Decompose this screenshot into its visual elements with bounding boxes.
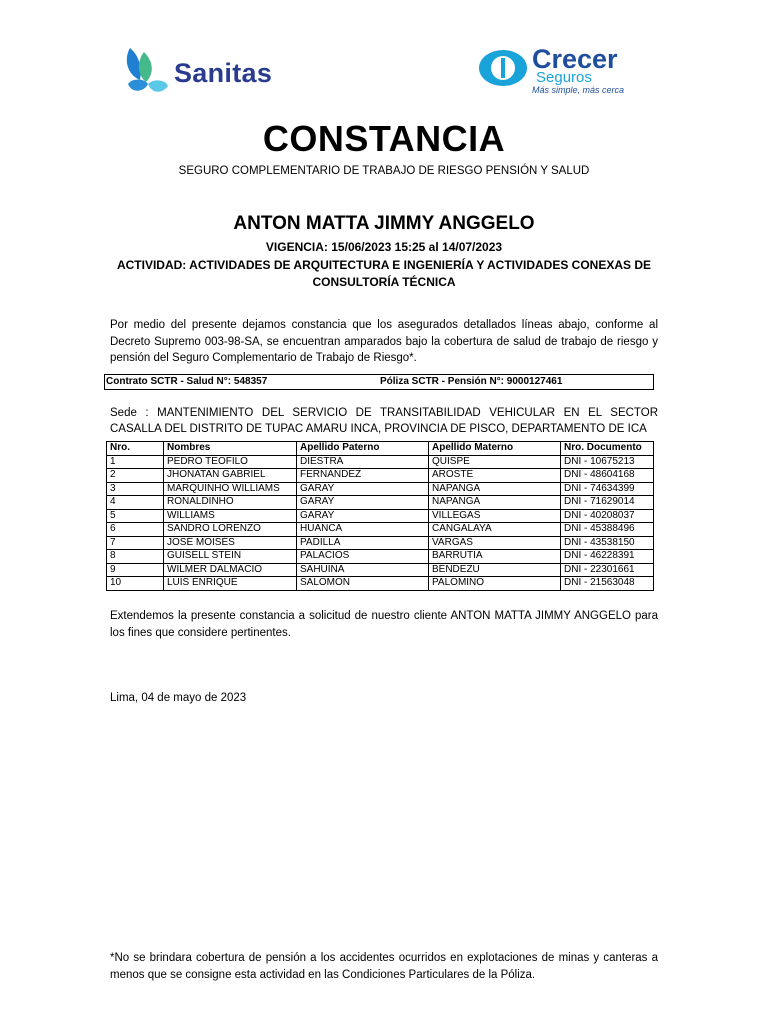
header-nro: Nro. bbox=[107, 442, 164, 456]
place-date: Lima, 04 de mayo de 2023 bbox=[110, 692, 247, 704]
table-row bbox=[107, 536, 654, 550]
table-row bbox=[107, 523, 654, 537]
cell-apellido-paterno: GARAY bbox=[297, 509, 429, 523]
cell-apellido-materno: VILLEGAS bbox=[429, 509, 561, 523]
sede-paragraph: Sede : MANTENIMIENTO DEL SERVICIO DE TRANSITABILIDAD VEHICULAR EN EL SECTOR CASALLA DEL DISTRITO DE TUPAC AMARU INCA, PROVINCIA DE PISCO, DEPARTAMENTO DE ICA bbox=[110, 407, 658, 435]
cell-nombres: WILMER DALMACIO bbox=[164, 563, 297, 577]
cell-apellido-materno: BENDEZU bbox=[429, 563, 561, 577]
table-row bbox=[107, 496, 654, 510]
cell-nombres: GUISELL STEIN bbox=[164, 550, 297, 564]
crecer-slogan: Más simple, más cerca bbox=[532, 85, 625, 95]
cell-nombres: SANDRO LORENZO bbox=[164, 523, 297, 537]
cell-nro-documento: DNI - 10675213 bbox=[561, 455, 654, 469]
table-header-row bbox=[107, 442, 654, 456]
table-row bbox=[107, 550, 654, 564]
cell-nro: 7 bbox=[107, 536, 164, 550]
cell-nro: 8 bbox=[107, 550, 164, 564]
cell-nro-documento: DNI - 74634399 bbox=[561, 482, 654, 496]
cell-apellido-paterno: GARAY bbox=[297, 496, 429, 510]
contracts-box bbox=[104, 374, 654, 390]
cell-nombres: PEDRO TEOFILO bbox=[164, 455, 297, 469]
sanitas-brand-text: Sanitas bbox=[174, 58, 273, 88]
cell-nro: 2 bbox=[107, 469, 164, 483]
crecer-brand-text: Crecer bbox=[532, 44, 618, 74]
cell-nombres: LUIS ENRIQUE bbox=[164, 577, 297, 591]
closing-paragraph: Extendemos la presente constancia a solicitud de nuestro cliente ANTON MATTA JIMMY ANGGELO para los fines que considere pertinentes. bbox=[110, 610, 658, 639]
contract-pension: Póliza SCTR - Pensión N°: 9000127461 bbox=[380, 376, 563, 387]
cell-apellido-materno: NAPANGA bbox=[429, 482, 561, 496]
cell-nro-documento: DNI - 48604168 bbox=[561, 469, 654, 483]
cell-nro: 9 bbox=[107, 563, 164, 577]
cell-nro: 6 bbox=[107, 523, 164, 537]
cell-nombres: RONALDINHO bbox=[164, 496, 297, 510]
sanitas-logo bbox=[122, 44, 292, 100]
cell-nro-documento: DNI - 22301661 bbox=[561, 563, 654, 577]
header-nro-documento: Nro. Documento bbox=[561, 442, 654, 456]
workers-table bbox=[106, 441, 654, 591]
crecer-circle-icon bbox=[478, 48, 528, 88]
cell-nro: 3 bbox=[107, 482, 164, 496]
cell-apellido-paterno: PALACIOS bbox=[297, 550, 429, 564]
cell-apellido-materno: AROSTE bbox=[429, 469, 561, 483]
footnote: *No se brindara cobertura de pensión a los accidentes ocurridos en explotaciones de minas y canteras a menos que se consigne esta actividad en las Condiciones Particulares de la Póliza. bbox=[110, 952, 658, 981]
cell-apellido-paterno: FERNANDEZ bbox=[297, 469, 429, 483]
cell-nro: 10 bbox=[107, 577, 164, 591]
cell-nro-documento: DNI - 46228391 bbox=[561, 550, 654, 564]
header-apellido-paterno: Apellido Paterno bbox=[297, 442, 429, 456]
table-row bbox=[107, 455, 654, 469]
cell-nro-documento: DNI - 21563048 bbox=[561, 577, 654, 591]
cell-nombres: MARQUINHO WILLIAMS bbox=[164, 482, 297, 496]
cell-nro-documento: DNI - 45388496 bbox=[561, 523, 654, 537]
cell-apellido-materno: NAPANGA bbox=[429, 496, 561, 510]
cell-nro-documento: DNI - 71629014 bbox=[561, 496, 654, 510]
cell-apellido-paterno: SALOMON bbox=[297, 577, 429, 591]
cell-nombres: WILLIAMS bbox=[164, 509, 297, 523]
cell-apellido-materno: BARRUTIA bbox=[429, 550, 561, 564]
intro-paragraph: Por medio del presente dejamos constancia que los asegurados detallados líneas abajo, conforme al Decreto Supremo 003-98-SA, se encuentran amparados bajo la cobertura de salud de trabajo de riesgo y pensión del Seguro Complementario de Trabajo de Riesgo*. bbox=[110, 319, 658, 364]
cell-nombres: JOSÉ MOISÉS bbox=[164, 536, 297, 550]
table-row bbox=[107, 577, 654, 591]
cell-nro: 1 bbox=[107, 455, 164, 469]
cell-nro-documento: DNI - 43538150 bbox=[561, 536, 654, 550]
cell-nombres: JHONATAN GABRIEL bbox=[164, 469, 297, 483]
crecer-logo bbox=[476, 44, 666, 100]
cell-apellido-paterno: DIESTRA bbox=[297, 455, 429, 469]
document-title: CONSTANCIA bbox=[262, 118, 506, 159]
cell-apellido-materno: VARGAS bbox=[429, 536, 561, 550]
cell-apellido-materno: QUISPE bbox=[429, 455, 561, 469]
table-row bbox=[107, 509, 654, 523]
vigencia-line: VIGENCIA: 15/06/2023 15:25 al 14/07/2023 bbox=[265, 240, 503, 254]
cell-nro: 5 bbox=[107, 509, 164, 523]
header-apellido-materno: Apellido Materno bbox=[429, 442, 561, 456]
cell-apellido-materno: PALOMINO bbox=[429, 577, 561, 591]
table-row bbox=[107, 482, 654, 496]
header-nombres: Nombres bbox=[164, 442, 297, 456]
document-subtitle: SEGURO COMPLEMENTARIO DE TRABAJO DE RIESGO PENSIÓN Y SALUD bbox=[178, 165, 590, 177]
table-row bbox=[107, 469, 654, 483]
insured-name: ANTON MATTA JIMMY ANGGELO bbox=[233, 213, 535, 234]
table-row bbox=[107, 563, 654, 577]
cell-nro: 4 bbox=[107, 496, 164, 510]
cell-apellido-paterno: SAHUIÑA bbox=[297, 563, 429, 577]
sanitas-butterfly-icon bbox=[122, 44, 172, 100]
actividad-line: ACTIVIDAD: ACTIVIDADES DE ARQUITECTURA E INGENIERÍA Y ACTIVIDADES CONEXAS DE CONSULTORÍA TÉCNICA bbox=[116, 258, 652, 289]
crecer-sub-text: Seguros bbox=[536, 69, 592, 86]
cell-nro-documento: DNI - 40208037 bbox=[561, 509, 654, 523]
cell-apellido-paterno: PADILLA bbox=[297, 536, 429, 550]
contract-salud: Contrato SCTR - Salud N°: 548357 bbox=[106, 376, 268, 387]
cell-apellido-materno: CANGALAYA bbox=[429, 523, 561, 537]
cell-apellido-paterno: GARAY bbox=[297, 482, 429, 496]
cell-apellido-paterno: HUANCA bbox=[297, 523, 429, 537]
